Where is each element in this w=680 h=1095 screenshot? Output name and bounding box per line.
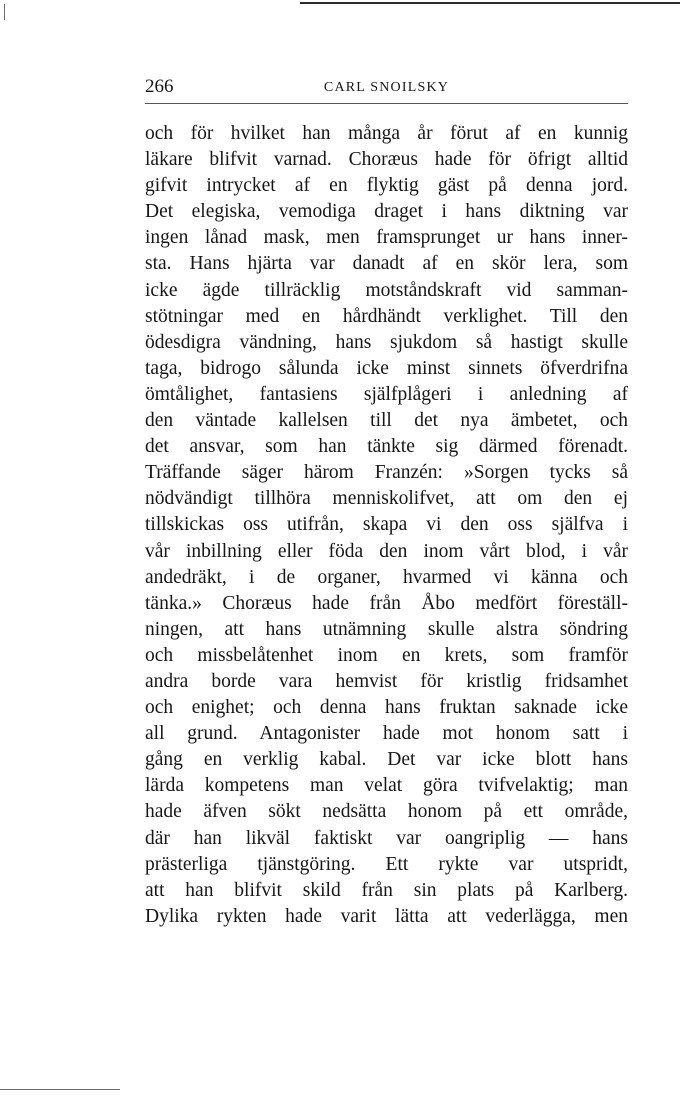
- text-line: sta. Hans hjärta var danadt af en skör lera, som: [145, 253, 628, 275]
- text-line: prästerliga tjänstgöring. Ett rykte var utspridt,: [145, 853, 628, 875]
- text-line: hade äfven sökt nedsätta honom på ett område,: [145, 801, 628, 823]
- text-line: ingen lånad mask, men framsprunget ur hans inner-: [145, 227, 628, 249]
- page-number: 266: [145, 76, 174, 97]
- text-line: Dylika rykten hade varit lätta att vederlägga, men: [145, 905, 628, 927]
- text-line: det ansvar, som han tänkte sig därmed förenadt.: [145, 436, 628, 458]
- text-line: den väntade kallelsen till det nya ämbetet, och: [145, 410, 628, 432]
- text-line: andra borde vara hemvist för kristlig fridsamhet: [145, 670, 628, 692]
- running-head: CARL SNOILSKY: [323, 80, 450, 95]
- text-line: och enighet; och denna hans fruktan saknade icke: [145, 697, 628, 719]
- text-line: ömtålighet, fantasiens själfplågeri i anledning af: [145, 383, 628, 405]
- text-line: taga, bidrogo sålunda icke minst sinnets öfverdrifna: [145, 357, 628, 379]
- text-line: och missbelåtenhet inom en krets, som framför: [145, 644, 628, 666]
- top-edge-rule: [300, 2, 680, 4]
- text-line: andedräkt, i de organer, hvarmed vi känna och: [145, 566, 628, 588]
- text-line: tänka.» Choræus hade från Åbo medfört föreställ-: [145, 592, 628, 614]
- text-line: Det elegiska, vemodiga draget i hans diktning var: [145, 201, 628, 223]
- body-text: [145, 121, 628, 930]
- text-line: gång en verklig kabal. Det var icke blott hans: [145, 749, 628, 771]
- text-line: lärda kompetens man velat göra tvifvelaktig; man: [145, 775, 628, 797]
- text-line: ningen, att hans utnämning skulle alstra söndring: [145, 618, 628, 640]
- text-line: gifvit intrycket af en flyktig gäst på denna jord.: [145, 175, 628, 197]
- text-line: tillskickas oss utifrån, skapa vi den oss själfva i: [145, 514, 628, 536]
- text-line: ödesdigra vändning, hans sjukdom så hastigt skulle: [145, 331, 628, 353]
- header-rule: [145, 103, 628, 104]
- text-line: och för hvilket han många år förut af en kunnig: [145, 123, 628, 144]
- text-line: vår inbillning eller föda den inom vårt blod, i vår: [145, 540, 628, 562]
- left-edge-mark: [4, 4, 5, 20]
- text-line: läkare blifvit varnad. Choræus hade för öfrigt alltid: [145, 149, 628, 171]
- text-line: all grund. Antagonister hade mot honom satt i: [145, 723, 628, 745]
- bottom-edge-rule: [0, 1089, 120, 1090]
- text-line: stötningar med en hårdhändt verklighet. Till den: [145, 305, 628, 327]
- text-line: att han blifvit skild från sin plats på Karlberg.: [145, 879, 628, 901]
- page-header: [145, 76, 628, 98]
- text-line: där han likväl faktiskt var oangriplig — hans: [145, 827, 628, 849]
- text-line: icke ägde tillräcklig motståndskraft vid samman-: [145, 279, 628, 301]
- text-line: nödvändigt tillhöra menniskolifvet, att om den ej: [145, 488, 628, 510]
- text-line: Träffande säger härom Franzén: »Sorgen tycks så: [145, 462, 628, 484]
